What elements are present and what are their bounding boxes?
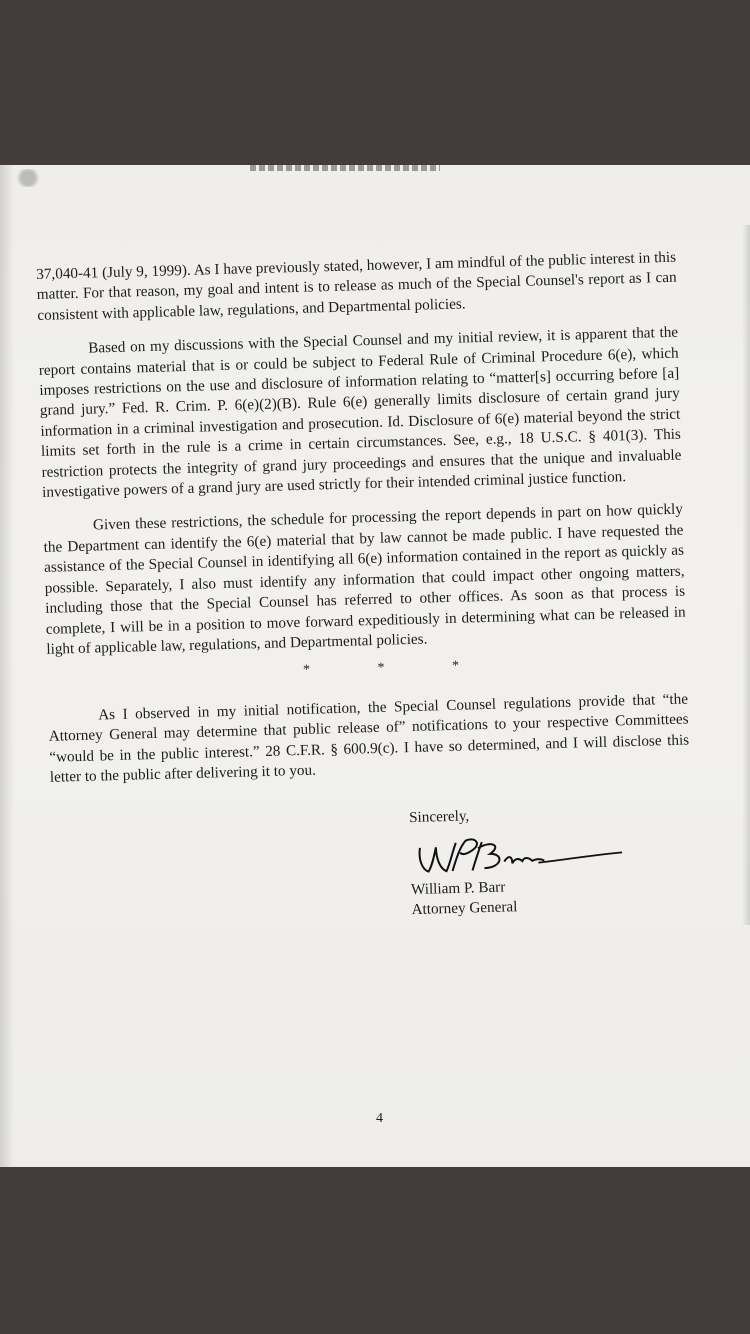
signer-name: William P. Barr bbox=[410, 878, 506, 899]
paragraph-4: As I observed in my initial notification, the Special Counsel regulations provide that “the Attorney General may determine that public release of” notifications to your respective Committees “would be in the public interest.” 28 C.F.R. § 600.9(c). I have so determined, and I will disclose this letter to the public after delivering it to you. bbox=[48, 690, 690, 786]
page-number: 4 bbox=[376, 1111, 383, 1126]
paper-shadow bbox=[0, 165, 14, 1167]
closing-block bbox=[409, 801, 694, 921]
background-top bbox=[0, 0, 750, 165]
background-bottom bbox=[0, 1167, 750, 1334]
signature-drawing bbox=[412, 828, 633, 880]
sign-off: Sincerely, bbox=[408, 807, 470, 827]
paragraph-1: 37,040-41 (July 9, 1999). As I have previously stated, however, I am mindful of the public interest in this matter. For that reason, my goal and intent is to release as much of the Special Counsel's report as I can consistent with applicable law, regulations, and Departmental policies. bbox=[36, 248, 677, 324]
signature bbox=[410, 828, 631, 880]
cut-off-seal bbox=[14, 169, 42, 187]
paragraph-2: Based on my discussions with the Special Counsel and my initial review, it is apparent that the report contains material that is or could be subject to Federal Rule of Criminal Procedure 6(e), which imposes restrictions on the use and disclosure of information relating to “matter[s] occurring before [a] grand jury.” Fed. R. Crim. P. 6(e)(2)(B). Rule 6(e) generally limits disclosure of certain grand jury information in a criminal investigation and prosecution. Id. Disclosure of 6(e) material beyond the strict limits set forth in the rule is a crime in certain circumstances. See, e.g., 18 U.S.C. § 401(3). This restriction protects the integrity of grand jury proceedings and ensures that the unique and invaluable investigative powers of a grand jury are used strictly for their intended criminal justice function. bbox=[38, 323, 682, 501]
letter-page bbox=[0, 165, 750, 1167]
letter-body bbox=[36, 248, 694, 930]
section-separator: * * * bbox=[302, 658, 492, 679]
paragraph-3: Given these restrictions, the schedule for processing the report depends in part on how quickly the Department can identify the 6(e) material that by law cannot be made public. I have requested the assistance of the Special Counsel in identifying all 6(e) information contained in the report as quickly as possible. Separately, I also must identify any information that could impact other ongoing matters, including those that the Special Counsel has referred to other offices. As soon as that process is complete, I will be in a position to move forward expeditiously in determining what can be released in light of applicable law, regulations, and Departmental policies. bbox=[43, 501, 686, 658]
cut-off-header bbox=[250, 165, 440, 171]
signer-title: Attorney General bbox=[411, 898, 518, 919]
paper-edge bbox=[742, 225, 750, 925]
